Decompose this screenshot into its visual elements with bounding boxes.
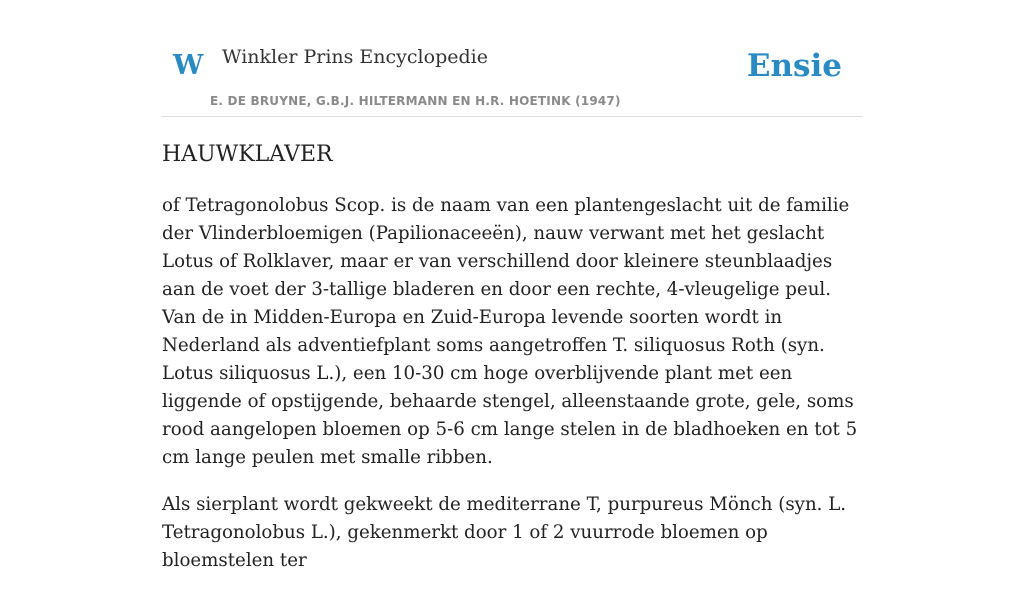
article-paragraph: of Tetragonolobus Scop. is de naam van een plantengeslacht uit de familie der Vlinderbloemigen (Papilionaceeën), nauw verwant met het geslacht Lotus of Rolklaver, maar er van verschillend door kleinere steunblaadjes aan de voet der 3-tallige bladeren en door een rechte, 4-vleugelige peul. Van de in Midden-Europa en Zuid-Europa levende soorten wordt in Nederland als adventiefplant soms aangetroffen T. siliquosus Roth (syn. Lotus siliquosus L.), een 10-30 cm hoge overblijvende plant met een liggende of opstijgende, behaarde stengel, alleenstaande grote, gele, soms rood aangelopen bloemen op 5-6 cm lange stelen in de bladhoeken en tot 5 cm lange peulen met smalle ribben.	[162, 195, 858, 468]
winkler-prins-logo-icon[interactable]: W	[173, 50, 204, 81]
source-title[interactable]: Winkler Prins Encyclopedie	[222, 46, 488, 68]
article-title: HAUWKLAVER	[162, 142, 333, 167]
source-authors: E. DE BRUYNE, G.B.J. HILTERMANN EN H.R. HOETINK (1947)	[210, 94, 621, 108]
ensie-logo[interactable]: Ensie	[746, 48, 842, 84]
article-paragraph: Als sierplant wordt gekweekt de mediterrane T, purpureus Mönch (syn. L. Tetragonolobus L.), gekenmerkt door 1 of 2 vuurrode bloemen op bloemstelen ter	[162, 494, 847, 571]
source-header	[162, 0, 862, 117]
article-body	[162, 192, 862, 594]
